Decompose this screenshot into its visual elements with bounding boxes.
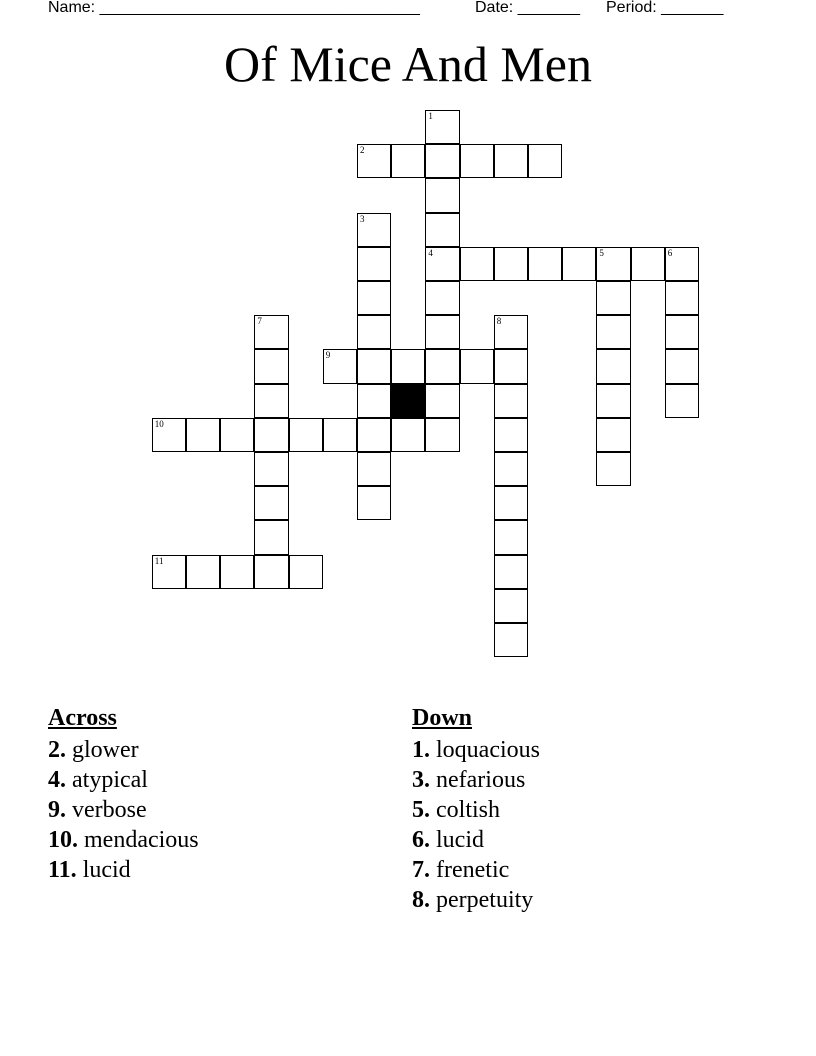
crossword-cell[interactable] <box>425 110 459 144</box>
down-clues <box>412 703 540 915</box>
down-heading: Down <box>412 705 473 731</box>
clue-number: 5 <box>599 247 604 258</box>
down-clue <box>412 795 540 825</box>
clue-number-label: 6. <box>412 827 430 853</box>
crossword-cell[interactable] <box>665 281 699 315</box>
crossword-cell[interactable] <box>152 418 186 452</box>
period-field[interactable]: Period: _______ <box>606 0 724 16</box>
across-clue <box>48 735 199 765</box>
clue-number-label: 2. <box>48 737 66 763</box>
crossword-cell[interactable] <box>357 144 391 178</box>
crossword-cell[interactable] <box>357 315 391 349</box>
crossword-cell[interactable] <box>596 281 630 315</box>
crossword-cell[interactable] <box>425 315 459 349</box>
crossword-cell[interactable] <box>186 555 220 589</box>
crossword-cell[interactable] <box>254 349 288 383</box>
clue-number: 3 <box>360 213 365 224</box>
across-clue <box>48 765 199 795</box>
across-heading: Across <box>48 705 117 731</box>
down-clue <box>412 885 540 915</box>
across-clues <box>48 703 199 885</box>
crossword-cell[interactable] <box>391 418 425 452</box>
crossword-cell[interactable] <box>357 247 391 281</box>
down-clue <box>412 855 540 885</box>
crossword-cell[interactable] <box>494 623 528 657</box>
page-title: Of Mice And Men <box>224 36 592 92</box>
across-clue <box>48 795 199 825</box>
clue-text: mendacious <box>78 827 199 853</box>
crossword-cell[interactable] <box>186 418 220 452</box>
crossword-cell[interactable] <box>254 520 288 554</box>
crossword-cell[interactable] <box>289 555 323 589</box>
crossword-cell[interactable] <box>596 349 630 383</box>
clue-text: lucid <box>430 827 484 853</box>
across-clue-list <box>48 735 199 885</box>
clue-number-label: 9. <box>48 797 66 823</box>
crossword-cell[interactable] <box>494 452 528 486</box>
crossword-cell[interactable] <box>357 418 391 452</box>
crossword-cell[interactable] <box>425 281 459 315</box>
crossword-cell[interactable] <box>665 247 699 281</box>
clue-text: coltish <box>430 797 500 823</box>
crossword-cell[interactable] <box>425 349 459 383</box>
crossword-cell[interactable] <box>494 589 528 623</box>
crossword-cell[interactable] <box>665 349 699 383</box>
clue-number-label: 3. <box>412 767 430 793</box>
clue-text: atypical <box>66 767 148 793</box>
crossword-cell[interactable] <box>494 486 528 520</box>
crossword-cell[interactable] <box>596 315 630 349</box>
down-clue <box>412 825 540 855</box>
crossword-cell[interactable] <box>425 144 459 178</box>
down-clue-list <box>412 735 540 915</box>
crossword-cell[interactable] <box>357 213 391 247</box>
crossword-cell[interactable] <box>596 247 630 281</box>
clue-number: 11 <box>154 555 164 566</box>
clue-number-label: 8. <box>412 887 430 913</box>
crossword-cell[interactable] <box>494 315 528 349</box>
clue-number-label: 1. <box>412 737 430 763</box>
clue-number-label: 11. <box>48 857 77 883</box>
crossword-cell[interactable] <box>494 384 528 418</box>
crossword-cell[interactable] <box>665 384 699 418</box>
down-clue <box>412 735 540 765</box>
crossword-cell[interactable] <box>254 486 288 520</box>
crossword-cell[interactable] <box>596 384 630 418</box>
crossword-cell[interactable] <box>425 247 459 281</box>
crossword-cell[interactable] <box>391 144 425 178</box>
crossword-cell[interactable] <box>254 418 288 452</box>
clue-number: 2 <box>360 145 365 156</box>
crossword-cell[interactable] <box>323 418 357 452</box>
crossword-cell[interactable] <box>254 315 288 349</box>
clue-number: 4 <box>428 247 433 258</box>
crossword-cell[interactable] <box>323 349 357 383</box>
clue-number: 6 <box>667 247 673 258</box>
down-clue <box>412 765 540 795</box>
crossword-cell[interactable] <box>631 247 665 281</box>
name-field[interactable]: Name: ____________________________________ <box>48 0 420 16</box>
crossword-cell[interactable] <box>425 178 459 212</box>
crossword-cell[interactable] <box>596 418 630 452</box>
clue-number: 8 <box>496 316 502 327</box>
crossword-cell[interactable] <box>460 247 494 281</box>
crossword-cell[interactable] <box>460 349 494 383</box>
clue-text: glower <box>66 737 139 763</box>
crossword-cell[interactable] <box>494 144 528 178</box>
crossword-cell[interactable] <box>391 349 425 383</box>
crossword-cell[interactable] <box>357 486 391 520</box>
crossword-cell[interactable] <box>254 555 288 589</box>
crossword-cell[interactable] <box>220 418 254 452</box>
crossword-cell[interactable] <box>220 555 254 589</box>
across-clue <box>48 855 199 885</box>
clue-number: 10 <box>154 418 164 429</box>
crossword-cell[interactable] <box>357 452 391 486</box>
crossword-cell[interactable] <box>494 418 528 452</box>
crossword-cell[interactable] <box>494 349 528 383</box>
black-square <box>391 384 425 418</box>
crossword-cell[interactable] <box>494 555 528 589</box>
clue-text: nefarious <box>430 767 526 793</box>
clue-number: 1 <box>428 111 433 121</box>
crossword-cell[interactable] <box>425 213 459 247</box>
crossword-cell[interactable] <box>289 418 323 452</box>
crossword-cell[interactable] <box>254 452 288 486</box>
across-clue <box>48 825 199 855</box>
crossword-cell[interactable] <box>528 144 562 178</box>
clue-number-label: 10. <box>48 827 78 853</box>
date-field[interactable]: Date: _______ <box>475 0 580 16</box>
crossword-cell[interactable] <box>562 247 596 281</box>
clue-number-label: 4. <box>48 767 66 793</box>
clue-number-label: 7. <box>412 857 430 883</box>
crossword-cell[interactable] <box>357 349 391 383</box>
clue-text: perpetuity <box>430 887 534 913</box>
clue-number: 7 <box>257 316 262 327</box>
crossword-cell[interactable] <box>494 247 528 281</box>
clue-number-label: 5. <box>412 797 430 823</box>
crossword-cell[interactable] <box>494 520 528 554</box>
crossword-cell[interactable] <box>596 452 630 486</box>
crossword-cell[interactable] <box>425 418 459 452</box>
crossword-cell[interactable] <box>425 384 459 418</box>
crossword-cell[interactable] <box>460 144 494 178</box>
clue-text: lucid <box>76 857 131 883</box>
crossword-cell[interactable] <box>528 247 562 281</box>
clue-text: frenetic <box>430 857 510 883</box>
crossword-cell[interactable] <box>665 315 699 349</box>
crossword-cell[interactable] <box>152 555 186 589</box>
crossword-cell[interactable] <box>357 384 391 418</box>
clue-text: verbose <box>66 797 147 823</box>
clue-number: 9 <box>325 350 331 361</box>
crossword-cell[interactable] <box>254 384 288 418</box>
clue-text: loquacious <box>430 737 540 763</box>
crossword-cell[interactable] <box>357 281 391 315</box>
